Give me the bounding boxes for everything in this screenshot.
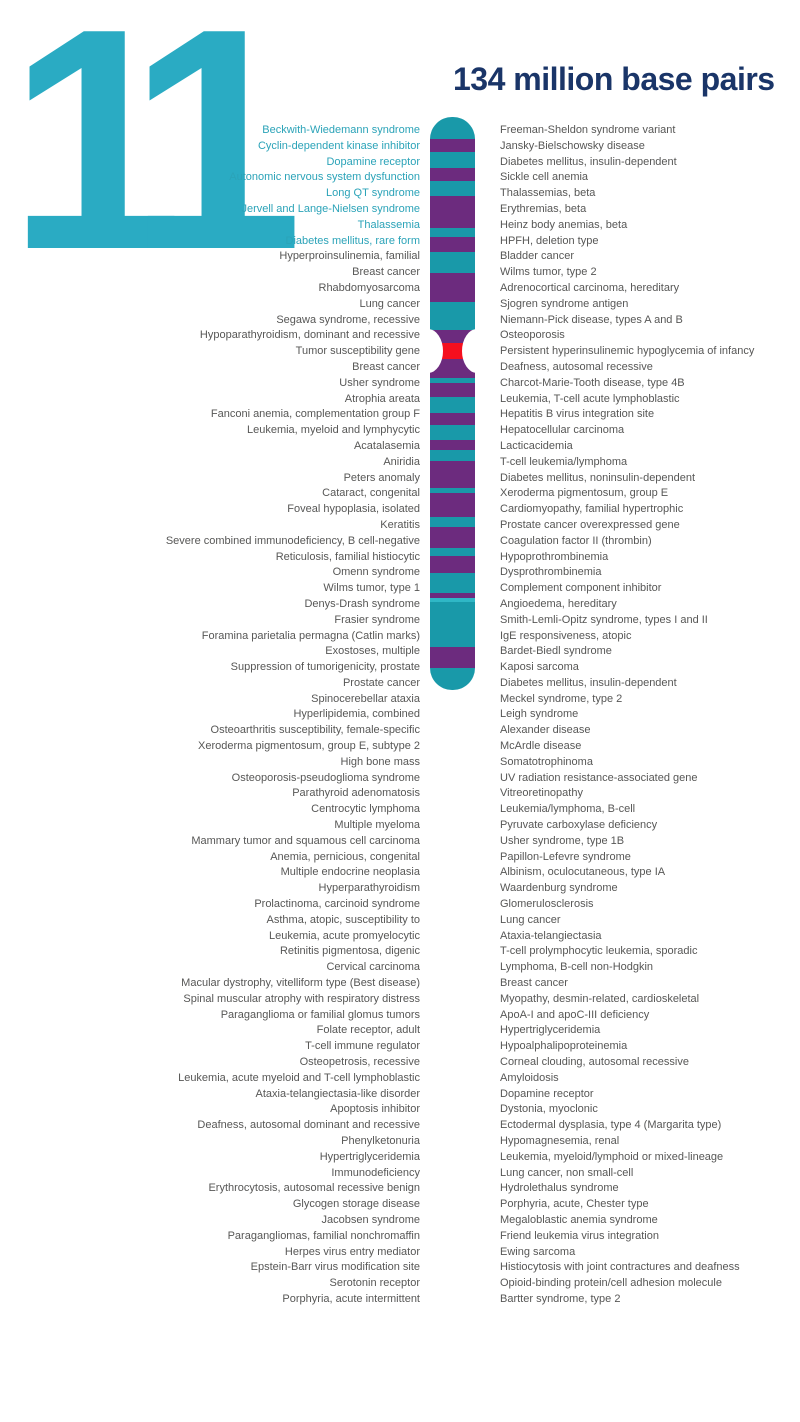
disease-label-right: Glomerulosclerosis bbox=[500, 898, 594, 911]
disease-label-right: Ataxia-telangiectasia bbox=[500, 929, 602, 942]
disease-label-left: Spinocerebellar ataxia bbox=[311, 692, 420, 705]
disease-label-right: Coagulation factor II (thrombin) bbox=[500, 534, 652, 547]
disease-label-left: Hypoparathyroidism, dominant and recessive bbox=[199, 329, 420, 342]
disease-row bbox=[0, 960, 800, 976]
disease-label-left: Retinitis pigmentosa, digenic bbox=[279, 945, 420, 958]
disease-rows bbox=[0, 123, 800, 1308]
disease-row bbox=[0, 218, 800, 234]
disease-label-right: Dystonia, myoclonic bbox=[500, 1103, 598, 1116]
disease-label-right: Hydrolethalus syndrome bbox=[500, 1182, 619, 1195]
disease-label-right: Dopamine receptor bbox=[500, 1087, 594, 1100]
disease-row bbox=[0, 1055, 800, 1071]
disease-label-left: Fanconi anemia, complementation group F bbox=[210, 408, 420, 421]
disease-label-left: Glycogen storage disease bbox=[292, 1198, 420, 1211]
disease-label-left: Cervical carcinoma bbox=[326, 961, 420, 974]
disease-label-left: Diabetes mellitus, rare form bbox=[285, 234, 420, 247]
disease-row bbox=[0, 1134, 800, 1150]
disease-label-left: Wilms tumor, type 1 bbox=[323, 582, 420, 595]
disease-row bbox=[0, 1260, 800, 1276]
disease-label-right: McArdle disease bbox=[500, 740, 582, 753]
disease-row bbox=[0, 439, 800, 455]
disease-row bbox=[0, 597, 800, 613]
disease-row bbox=[0, 139, 800, 155]
disease-row bbox=[0, 281, 800, 297]
disease-label-left: Usher syndrome bbox=[339, 376, 420, 389]
disease-label-right: Friend leukemia virus integration bbox=[500, 1229, 659, 1242]
disease-label-right: Hepatitis B virus integration site bbox=[500, 408, 655, 421]
disease-label-left: Foveal hypoplasia, isolated bbox=[287, 503, 420, 516]
disease-label-right: Diabetes mellitus, insulin-dependent bbox=[500, 155, 677, 168]
disease-row bbox=[0, 834, 800, 850]
disease-label-left: Parathyroid adenomatosis bbox=[292, 787, 420, 800]
disease-label-right: Waardenburg syndrome bbox=[500, 882, 618, 895]
disease-row bbox=[0, 565, 800, 581]
disease-row bbox=[0, 850, 800, 866]
disease-row bbox=[0, 992, 800, 1008]
disease-row bbox=[0, 186, 800, 202]
disease-label-right: Porphyria, acute, Chester type bbox=[500, 1198, 649, 1211]
disease-label-right: Erythremias, beta bbox=[500, 202, 587, 215]
disease-row bbox=[0, 1118, 800, 1134]
disease-label-right: Alexander disease bbox=[500, 724, 591, 737]
disease-label-left: Leukemia, acute myeloid and T-cell lymphoblastic bbox=[178, 1071, 420, 1084]
disease-label-left: Epstein-Barr virus modification site bbox=[250, 1261, 420, 1274]
disease-label-left: Prostate cancer bbox=[342, 676, 420, 689]
disease-row bbox=[0, 155, 800, 171]
disease-label-right: T-cell prolymphocytic leukemia, sporadic bbox=[500, 945, 698, 958]
disease-row bbox=[0, 550, 800, 566]
disease-label-left: Keratitis bbox=[380, 518, 420, 531]
disease-row bbox=[0, 1039, 800, 1055]
disease-label-right: Deafness, autosomal recessive bbox=[500, 360, 653, 373]
disease-label-right: Corneal clouding, autosomal recessive bbox=[500, 1056, 689, 1069]
disease-label-left: Porphyria, acute intermittent bbox=[282, 1292, 420, 1305]
disease-row bbox=[0, 455, 800, 471]
disease-label-left: Osteoporosis-pseudoglioma syndrome bbox=[231, 771, 420, 784]
disease-row bbox=[0, 629, 800, 645]
disease-label-right: Jansky-Bielschowsky disease bbox=[500, 139, 645, 152]
disease-row bbox=[0, 1292, 800, 1308]
disease-row bbox=[0, 534, 800, 550]
disease-label-right: Bartter syndrome, type 2 bbox=[500, 1292, 621, 1305]
disease-row bbox=[0, 707, 800, 723]
disease-label-left: Autonomic nervous system dysfunction bbox=[229, 171, 420, 184]
disease-row bbox=[0, 423, 800, 439]
disease-row bbox=[0, 739, 800, 755]
disease-label-right: Albinism, oculocutaneous, type IA bbox=[500, 866, 666, 879]
disease-row bbox=[0, 1150, 800, 1166]
disease-label-left: Phenylketonuria bbox=[341, 1135, 420, 1147]
disease-label-right: Pyruvate carboxylase deficiency bbox=[500, 819, 658, 832]
disease-label-left: Frasier syndrome bbox=[334, 613, 420, 626]
disease-label-left: Leukemia, acute promyelocytic bbox=[268, 929, 420, 942]
page-title: 134 million base pairs bbox=[453, 61, 775, 97]
disease-label-right: Wilms tumor, type 2 bbox=[500, 266, 597, 279]
disease-label-left: Peters anomaly bbox=[343, 471, 420, 484]
disease-label-left: Aniridia bbox=[383, 455, 420, 468]
disease-row bbox=[0, 360, 800, 376]
disease-label-right: Xeroderma pigmentosum, group E bbox=[500, 487, 669, 500]
disease-label-right: T-cell leukemia/lymphoma bbox=[500, 455, 628, 468]
disease-row bbox=[0, 1102, 800, 1118]
disease-label-left: Ataxia-telangiectasia-like disorder bbox=[255, 1087, 420, 1100]
disease-label-right: Thalassemias, beta bbox=[500, 187, 596, 200]
disease-label-right: Hypoprothrombinemia bbox=[500, 550, 609, 563]
disease-label-right: Freeman-Sheldon syndrome variant bbox=[500, 124, 676, 136]
disease-row bbox=[0, 1181, 800, 1197]
disease-row bbox=[0, 502, 800, 518]
disease-label-right: Somatotrophinoma bbox=[500, 755, 593, 768]
disease-label-right: Adrenocortical carcinoma, hereditary bbox=[500, 281, 680, 294]
disease-label-left: Beckwith-Wiedemann syndrome bbox=[262, 124, 420, 136]
disease-label-right: Complement component inhibitor bbox=[500, 582, 662, 595]
disease-row bbox=[0, 518, 800, 534]
disease-label-left: Leukemia, myeloid and lymphycytic bbox=[246, 424, 420, 437]
disease-label-right: Heinz body anemias, beta bbox=[500, 218, 628, 231]
disease-row bbox=[0, 913, 800, 929]
disease-label-left: Omenn syndrome bbox=[332, 566, 420, 579]
disease-row bbox=[0, 1071, 800, 1087]
disease-row bbox=[0, 786, 800, 802]
disease-label-right: Persistent hyperinsulinemic hypoglycemia of infancy bbox=[500, 345, 755, 358]
disease-label-right: Meckel syndrome, type 2 bbox=[500, 692, 623, 705]
disease-label-right: Angioedema, hereditary bbox=[500, 597, 617, 610]
disease-label-left: Hyperproinsulinemia, familial bbox=[279, 250, 420, 263]
disease-label-left: Segawa syndrome, recessive bbox=[276, 313, 420, 326]
disease-label-left: Asthma, atopic, susceptibility to bbox=[266, 913, 420, 926]
disease-label-right: Cardiomyopathy, familial hypertrophic bbox=[500, 503, 684, 516]
disease-label-right: Vitreoretinopathy bbox=[500, 787, 583, 800]
disease-row bbox=[0, 944, 800, 960]
disease-label-right: Niemann-Pick disease, types A and B bbox=[500, 313, 683, 326]
disease-row bbox=[0, 581, 800, 597]
disease-label-right: Bladder cancer bbox=[500, 250, 574, 263]
disease-row bbox=[0, 486, 800, 502]
disease-row bbox=[0, 692, 800, 708]
disease-label-left: Spinal muscular atrophy with respiratory distress bbox=[183, 992, 420, 1005]
disease-label-left: Erythrocytosis, autosomal recessive benign bbox=[208, 1182, 420, 1195]
disease-label-left: Exostoses, multiple bbox=[325, 645, 420, 658]
disease-label-right: Hypoalphalipoproteinemia bbox=[500, 1040, 628, 1053]
disease-label-left: Macular dystrophy, vitelliform type (Best disease) bbox=[181, 977, 420, 990]
disease-label-right: Sjogren syndrome antigen bbox=[500, 297, 629, 310]
disease-label-right: Diabetes mellitus, noninsulin-dependent bbox=[500, 471, 696, 484]
disease-label-left: Prolactinoma, carcinoid syndrome bbox=[254, 898, 420, 911]
disease-label-left: Cataract, congenital bbox=[322, 487, 420, 500]
disease-row bbox=[0, 676, 800, 692]
disease-label-left: Denys-Drash syndrome bbox=[304, 597, 420, 610]
disease-row bbox=[0, 897, 800, 913]
disease-label-right: Sickle cell anemia bbox=[500, 171, 589, 184]
disease-label-left: Acatalasemia bbox=[353, 439, 420, 452]
disease-label-left: Paragangliomas, familial nonchromaffin bbox=[227, 1229, 420, 1242]
disease-label-left: Herpes virus entry mediator bbox=[284, 1245, 420, 1258]
disease-label-right: Leigh syndrome bbox=[500, 708, 579, 721]
disease-row bbox=[0, 249, 800, 265]
disease-label-left: Suppression of tumorigenicity, prostate bbox=[230, 661, 420, 674]
disease-row bbox=[0, 202, 800, 218]
disease-row bbox=[0, 471, 800, 487]
disease-label-left: Hypertriglyceridemia bbox=[319, 1150, 420, 1163]
disease-label-left: T-cell immune regulator bbox=[305, 1040, 420, 1053]
disease-row bbox=[0, 344, 800, 360]
disease-label-right: Breast cancer bbox=[500, 977, 568, 990]
disease-label-left: Osteopetrosis, recessive bbox=[299, 1056, 420, 1069]
disease-row bbox=[0, 802, 800, 818]
disease-row bbox=[0, 234, 800, 250]
disease-row bbox=[0, 1197, 800, 1213]
disease-label-left: Foramina parietalia permagna (Catlin marks) bbox=[201, 629, 420, 642]
disease-label-right: Ewing sarcoma bbox=[500, 1245, 576, 1258]
disease-row bbox=[0, 1245, 800, 1261]
disease-label-right: Usher syndrome, type 1B bbox=[500, 834, 625, 847]
disease-label-left: Breast cancer bbox=[352, 360, 420, 373]
disease-row bbox=[0, 1008, 800, 1024]
disease-label-left: Lung cancer bbox=[359, 297, 420, 310]
disease-row bbox=[0, 170, 800, 186]
disease-label-right: Myopathy, desmin-related, cardioskeletal bbox=[500, 992, 700, 1005]
disease-row bbox=[0, 723, 800, 739]
disease-label-right: Leukemia, T-cell acute lymphoblastic bbox=[500, 392, 680, 405]
disease-label-right: Lung cancer, non small-cell bbox=[500, 1166, 634, 1179]
chromosome-number: 11 bbox=[8, 0, 266, 315]
disease-label-left: Jervell and Lange-Nielsen syndrome bbox=[241, 202, 420, 215]
disease-label-left: Immunodeficiency bbox=[331, 1166, 420, 1179]
disease-row bbox=[0, 313, 800, 329]
disease-row bbox=[0, 1166, 800, 1182]
disease-label-left: High bone mass bbox=[340, 755, 420, 768]
disease-row bbox=[0, 407, 800, 423]
disease-row bbox=[0, 818, 800, 834]
disease-label-left: Xeroderma pigmentosum, group E, subtype 2 bbox=[198, 740, 420, 753]
disease-label-left: Breast cancer bbox=[352, 266, 420, 279]
disease-row bbox=[0, 392, 800, 408]
disease-label-right: Diabetes mellitus, insulin-dependent bbox=[500, 676, 677, 689]
disease-row bbox=[0, 1276, 800, 1292]
disease-row bbox=[0, 123, 800, 139]
disease-label-right: IgE responsiveness, atopic bbox=[500, 629, 632, 642]
disease-label-right: Lymphoma, B-cell non-Hodgkin bbox=[500, 961, 654, 974]
disease-label-right: Prostate cancer overexpressed gene bbox=[500, 518, 680, 531]
disease-label-right: Ectodermal dysplasia, type 4 (Margarita type) bbox=[500, 1119, 722, 1132]
disease-label-right: Opioid-binding protein/cell adhesion molecule bbox=[500, 1277, 722, 1290]
disease-label-left: Jacobsen syndrome bbox=[321, 1213, 420, 1226]
disease-row bbox=[0, 771, 800, 787]
disease-row bbox=[0, 328, 800, 344]
disease-label-left: Mammary tumor and squamous cell carcinoma bbox=[191, 834, 420, 847]
disease-label-left: Hyperlipidemia, combined bbox=[293, 708, 420, 721]
disease-row bbox=[0, 376, 800, 392]
disease-label-left: Centrocytic lymphoma bbox=[311, 803, 420, 816]
disease-label-left: Hyperparathyroidism bbox=[318, 882, 420, 895]
disease-label-left: Severe combined immunodeficiency, B cell-negative bbox=[165, 534, 420, 547]
disease-row bbox=[0, 265, 800, 281]
disease-row bbox=[0, 976, 800, 992]
disease-label-right: Charcot-Marie-Tooth disease, type 4B bbox=[500, 376, 685, 389]
disease-label-right: Osteoporosis bbox=[500, 329, 565, 342]
disease-label-left: Folate receptor, adult bbox=[316, 1024, 420, 1037]
disease-label-right: Hypertriglyceridemia bbox=[500, 1024, 601, 1037]
disease-label-left: Serotonin receptor bbox=[329, 1277, 420, 1290]
disease-label-left: Long QT syndrome bbox=[326, 187, 420, 200]
disease-label-right: Leukemia/lymphoma, B-cell bbox=[500, 803, 636, 816]
disease-label-left: Dopamine receptor bbox=[326, 155, 420, 168]
disease-label-right: Smith-Lemli-Opitz syndrome, types I and II bbox=[500, 613, 708, 626]
disease-label-right: Histiocytosis with joint contractures and deafness bbox=[500, 1261, 740, 1274]
disease-label-right: HPFH, deletion type bbox=[500, 234, 599, 247]
disease-row bbox=[0, 1087, 800, 1103]
disease-label-left: Reticulosis, familial histiocytic bbox=[275, 550, 420, 563]
disease-label-right: Leukemia, myeloid/lymphoid or mixed-lineage bbox=[500, 1150, 724, 1163]
disease-row bbox=[0, 660, 800, 676]
disease-label-left: Cyclin-dependent kinase inhibitor bbox=[257, 139, 420, 152]
disease-label-right: Kaposi sarcoma bbox=[500, 661, 579, 674]
disease-label-right: Hypomagnesemia, renal bbox=[500, 1135, 620, 1147]
disease-row bbox=[0, 755, 800, 771]
disease-row bbox=[0, 929, 800, 945]
disease-label-right: UV radiation resistance-associated gene bbox=[500, 771, 698, 784]
disease-row bbox=[0, 881, 800, 897]
disease-row bbox=[0, 1229, 800, 1245]
disease-label-right: Amyloidosis bbox=[500, 1071, 559, 1084]
disease-label-left: Atrophia areata bbox=[344, 392, 420, 405]
disease-row bbox=[0, 644, 800, 660]
disease-label-right: Dysprothrombinemia bbox=[500, 566, 602, 579]
disease-label-left: Rhabdomyosarcoma bbox=[318, 281, 420, 294]
disease-label-left: Anemia, pernicious, congenital bbox=[270, 850, 420, 863]
disease-label-left: Osteoarthritis susceptibility, female-specific bbox=[210, 724, 420, 737]
disease-label-left: Multiple endocrine neoplasia bbox=[280, 866, 420, 879]
disease-label-right: Papillon-Lefevre syndrome bbox=[500, 850, 631, 863]
disease-row bbox=[0, 297, 800, 313]
disease-row bbox=[0, 865, 800, 881]
disease-label-right: Hepatocellular carcinoma bbox=[500, 424, 625, 437]
disease-row bbox=[0, 1023, 800, 1039]
disease-label-right: Lacticacidemia bbox=[500, 439, 573, 452]
disease-label-left: Thalassemia bbox=[357, 218, 420, 231]
disease-label-right: Lung cancer bbox=[500, 913, 561, 926]
disease-label-left: Apoptosis inhibitor bbox=[330, 1103, 420, 1116]
disease-label-left: Multiple myeloma bbox=[334, 819, 420, 832]
disease-row bbox=[0, 1213, 800, 1229]
disease-label-right: Bardet-Biedl syndrome bbox=[500, 645, 612, 658]
disease-label-left: Deafness, autosomal dominant and recessive bbox=[197, 1119, 420, 1132]
disease-label-right: ApoA-I and apoC-III deficiency bbox=[500, 1008, 650, 1021]
disease-label-right: Megaloblastic anemia syndrome bbox=[500, 1213, 658, 1226]
disease-label-left: Tumor susceptibility gene bbox=[295, 345, 420, 358]
disease-label-left: Paraganglioma or familial glomus tumors bbox=[220, 1008, 420, 1021]
disease-row bbox=[0, 613, 800, 629]
